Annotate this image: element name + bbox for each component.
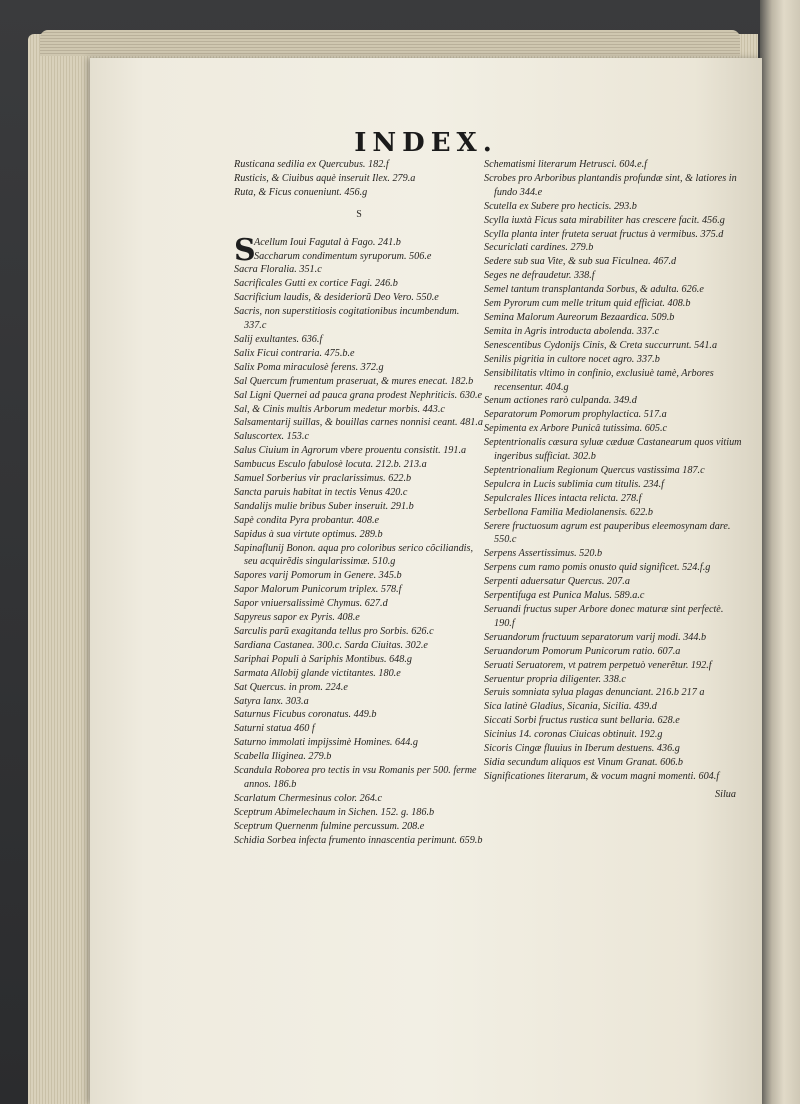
index-entry: Sensibilitatis vltimo in confinio, exclusiuè tamè, Arbores recensentur. 404.g (484, 367, 714, 393)
index-entry: Sacra Floralia. 351.c (234, 264, 322, 276)
index-entry: Seruandorum Pomorum Punicorum ratio. 607.a (484, 645, 681, 657)
page-title: INDEX. (354, 128, 498, 158)
index-entry: Scandula Roborea pro tectis in vsu Romanis per 500. ferme annos. 186.b (234, 765, 477, 790)
dropcap-block (234, 232, 484, 268)
adjacent-page-edge (760, 0, 800, 1104)
index-entry: Sariphai Populi à Sariphis Montibus. 648.g (234, 653, 413, 665)
index-entry: Rusticis, & Ciuibus aquè inseruit Ilex. 279.a (234, 172, 416, 184)
index-entry: Securiclati cardines. 279.b (484, 242, 594, 254)
index-entry: Saturno immolati impijssimè Homines. 644.g (234, 737, 418, 749)
index-entry: Sepulcrales Ilices intacta relicta. 278.f (484, 492, 642, 504)
index-entry: Sarculis parũ exagitanda tellus pro Sorbis. 626.c (234, 626, 434, 637)
index-entry: Sicoris Cingæ fluuius in Iberum destuens. 436.g (484, 743, 680, 755)
index-entry: Seruentur propria diligenter. 338.c (484, 673, 626, 685)
index-entry: Scarlatum Chermesinus color. 264.c (234, 792, 382, 804)
right-entries (484, 158, 742, 784)
index-entry: Sica latinè Gladius, Sicania, Sicilia. 439.d (484, 701, 657, 713)
left-column (234, 158, 484, 848)
index-entry: Sceptrum Abimelechaum in Sichen. 152. g. 186.b (234, 806, 435, 818)
index-entry: Sacrificales Gutti ex cortice Fagi. 246.b (234, 278, 398, 290)
index-entry: Sambucus Esculo fabulosè locuta. 212.b. 213.a (234, 459, 427, 471)
index-entry: Serpens Assertissimus. 520.b (484, 548, 603, 560)
index-entry: Sepulcra in Lucis sublimia cum titulis. 234.f (484, 478, 664, 490)
index-entry: Sapidus à sua virtute optimus. 289.b (234, 528, 383, 540)
index-entry: Serpenti aduersatur Quercus. 207.a (484, 576, 630, 588)
index-entry: Separatorum Pomorum prophylactica. 517.a (484, 409, 667, 421)
index-entry: Sepimenta ex Arbore Punicâ tutissima. 605.c (484, 423, 668, 435)
index-entry: Seruis somniata sylua plagas denunciant. 216.b 217 a (484, 687, 705, 699)
book-top-edge (40, 30, 740, 56)
index-entry: Seruati Seruatorem, vt patrem perpetuò venerẽtur. 192.f (484, 659, 712, 671)
index-entry: Semina Malorum Aureorum Bezaardica. 509.b (484, 311, 675, 323)
index-entry: Serpentifuga est Punica Malus. 589.a.c (484, 590, 645, 602)
index-entry: Salix Poma miraculosè ferens. 372.g (234, 361, 384, 373)
index-entry: Sapor vniuersalissimè Chymus. 627.d (234, 598, 388, 610)
index-entry: Sem Pyrorum cum melle tritum quid efficiat. 408.b (484, 298, 691, 310)
index-entry: Scrobes pro Arboribus plantandis profundæ sint, & latiores in fundo 344.e (484, 172, 737, 198)
index-entry: Seruandi fructus super Arbore donec maturæ sint perfectè. 190.f (484, 604, 724, 629)
index-entry: Scutella ex Subere pro hecticis. 293.b (484, 200, 637, 212)
index-entry: Siccati Sorbi fructus rustica sunt bellaria. 628.e (484, 715, 680, 727)
index-entry: Scylla iuxtà Ficus sata mirabiliter has crescere facit. 456.g (484, 214, 725, 226)
left-entries (234, 263, 484, 847)
dropcap-entries (254, 236, 484, 264)
index-entry: Serere fructuosum agrum est pauperibus eleemosynam dare. 550.c (484, 520, 731, 546)
index-entry: Semita in Agris introducta abolenda. 337.c (484, 325, 660, 337)
index-entry: Sacris, non superstitiosis cogitationibus incumbendum. 337.c (234, 306, 460, 332)
index-entry: Sedere sub sua Vite, & sub sua Ficulnea. 467.d (484, 256, 677, 268)
index-entry: Salix Ficui contraria. 475.b.e (234, 347, 355, 359)
index-entry: Sancta paruis habitat in tectis Venus 420.c (234, 486, 408, 498)
index-entry: Schidia Sorbea infecta frumento innascentia perimunt. 659.b (234, 834, 483, 846)
index-entry: Salij exultantes. 636.f (234, 333, 323, 345)
index-entry: Scabella Iliginea. 279.b (234, 751, 332, 763)
index-entry: Sardiana Castanea. 300.c. Sarda Ciuitas. 302.e (234, 639, 428, 651)
index-entry: Serbellona Familia Mediolanensis. 622.b (484, 506, 653, 518)
index-entry: Rusticana sedilia ex Quercubus. 182.f (234, 159, 389, 170)
index-entry: Saccharum condimentum syruporum. 506.e (254, 250, 432, 262)
index-entry: Sapores varij Pomorum in Genere. 345.b (234, 570, 402, 582)
index-entry: Sapor Malorum Punicorum triplex. 578.f (234, 584, 402, 596)
index-entry: Sal Ligni Quernei ad pauca grana prodest Nephriticis. 630.e (234, 389, 483, 401)
index-entry: Seruandorum fructuum separatorum varij modi. 344.b (484, 631, 707, 643)
index-entry: Sacrificium laudis, & desideriorũ Deo Vero. 550.e (234, 292, 439, 304)
index-entry: Senum actiones rarò culpanda. 349.d (484, 395, 637, 407)
index-entry: Sapyreus sapor ex Pyris. 408.e (234, 612, 360, 624)
index-entry: Sapinaflunij Bonon. aqua pro coloribus serico cõciliandis, seu acquirẽdis singularissimæ. 510.g (234, 542, 474, 568)
index-entry: Senilis pigritia in cultore nocet agro. 337.b (484, 353, 660, 365)
index-entry: Semel tantum transplantanda Sorbus, & adulta. 626.e (484, 284, 704, 296)
index-entry: Acellum Ioui Fagutal à Fago. 241.b (254, 236, 401, 248)
index-entry: Sarmata Allobij glande victitantes. 180.e (234, 667, 401, 679)
index-entry: Serpens cum ramo pomis onusto quid significet. 524.f.g (484, 562, 711, 574)
index-entry: Saturni statua 460 f (234, 723, 315, 735)
dropcap-letter: S (234, 232, 256, 268)
index-entry: Sceptrum Quernenm fulmine percussum. 208.e (234, 820, 425, 832)
index-entry: Scylla planta inter fruteta seruat fructus à vermibus. 375.d (484, 228, 724, 240)
index-entry: Samuel Sorberius vir praclarissimus. 622.b (234, 473, 412, 485)
index-entry: Saturnus Ficubus coronatus. 449.b (234, 709, 377, 721)
index-entry: Septentrionalium Regionum Quercus vastissima 187.c (484, 464, 705, 476)
index-entry: Senescentibus Cydonijs Cinis, & Creta succurrunt. 541.a (484, 339, 718, 351)
left-top-entries (234, 158, 484, 200)
index-entry: Salsamentarij suillas, & bouillas carnes nonnisi ceant. 481.a (234, 417, 484, 429)
index-entry: Schematismi literarum Hetrusci. 604.e.f (484, 159, 647, 170)
index-entry: Saluscortex. 153.c (234, 431, 309, 443)
right-column (484, 158, 742, 802)
catchword: Silua (715, 788, 736, 800)
index-entry: Seges ne defraudetur. 338.f (484, 270, 595, 282)
index-entry: Sal, & Cinis multis Arborum medetur morbis. 443.c (234, 403, 445, 415)
index-entry: Sidia secundum aliquos est Vinum Granat. 606.b (484, 756, 684, 768)
index-entry: Salus Ciuium in Agrorum vbere prouentu consistit. 191.a (234, 445, 467, 457)
index-entry: Sapè condita Pyra probantur. 408.e (234, 514, 380, 526)
index-entry: Ruta, & Ficus conueniunt. 456.g (234, 186, 368, 198)
index-entry: Sat Quercus. in prom. 224.e (234, 681, 348, 693)
index-entry: Sicinius 14. coronas Ciuicas obtinuit. 192.g (484, 729, 663, 741)
index-entry: Sandalijs mulie bribus Suber inseruit. 291.b (234, 500, 414, 512)
section-letter: S (356, 208, 362, 220)
index-entry: Septentrionalis cæsura syluæ cæduæ Castanearum quos vitium ingeribus sufficiat. 302.b (484, 437, 742, 463)
index-entry: Significationes literarum, & vocum magni momenti. 604.f (484, 770, 720, 782)
index-entry: Satyra lanx. 303.a (234, 695, 309, 707)
index-entry: Sal Quercum frumentum praseruat, & mures enecat. 182.b (234, 375, 474, 387)
